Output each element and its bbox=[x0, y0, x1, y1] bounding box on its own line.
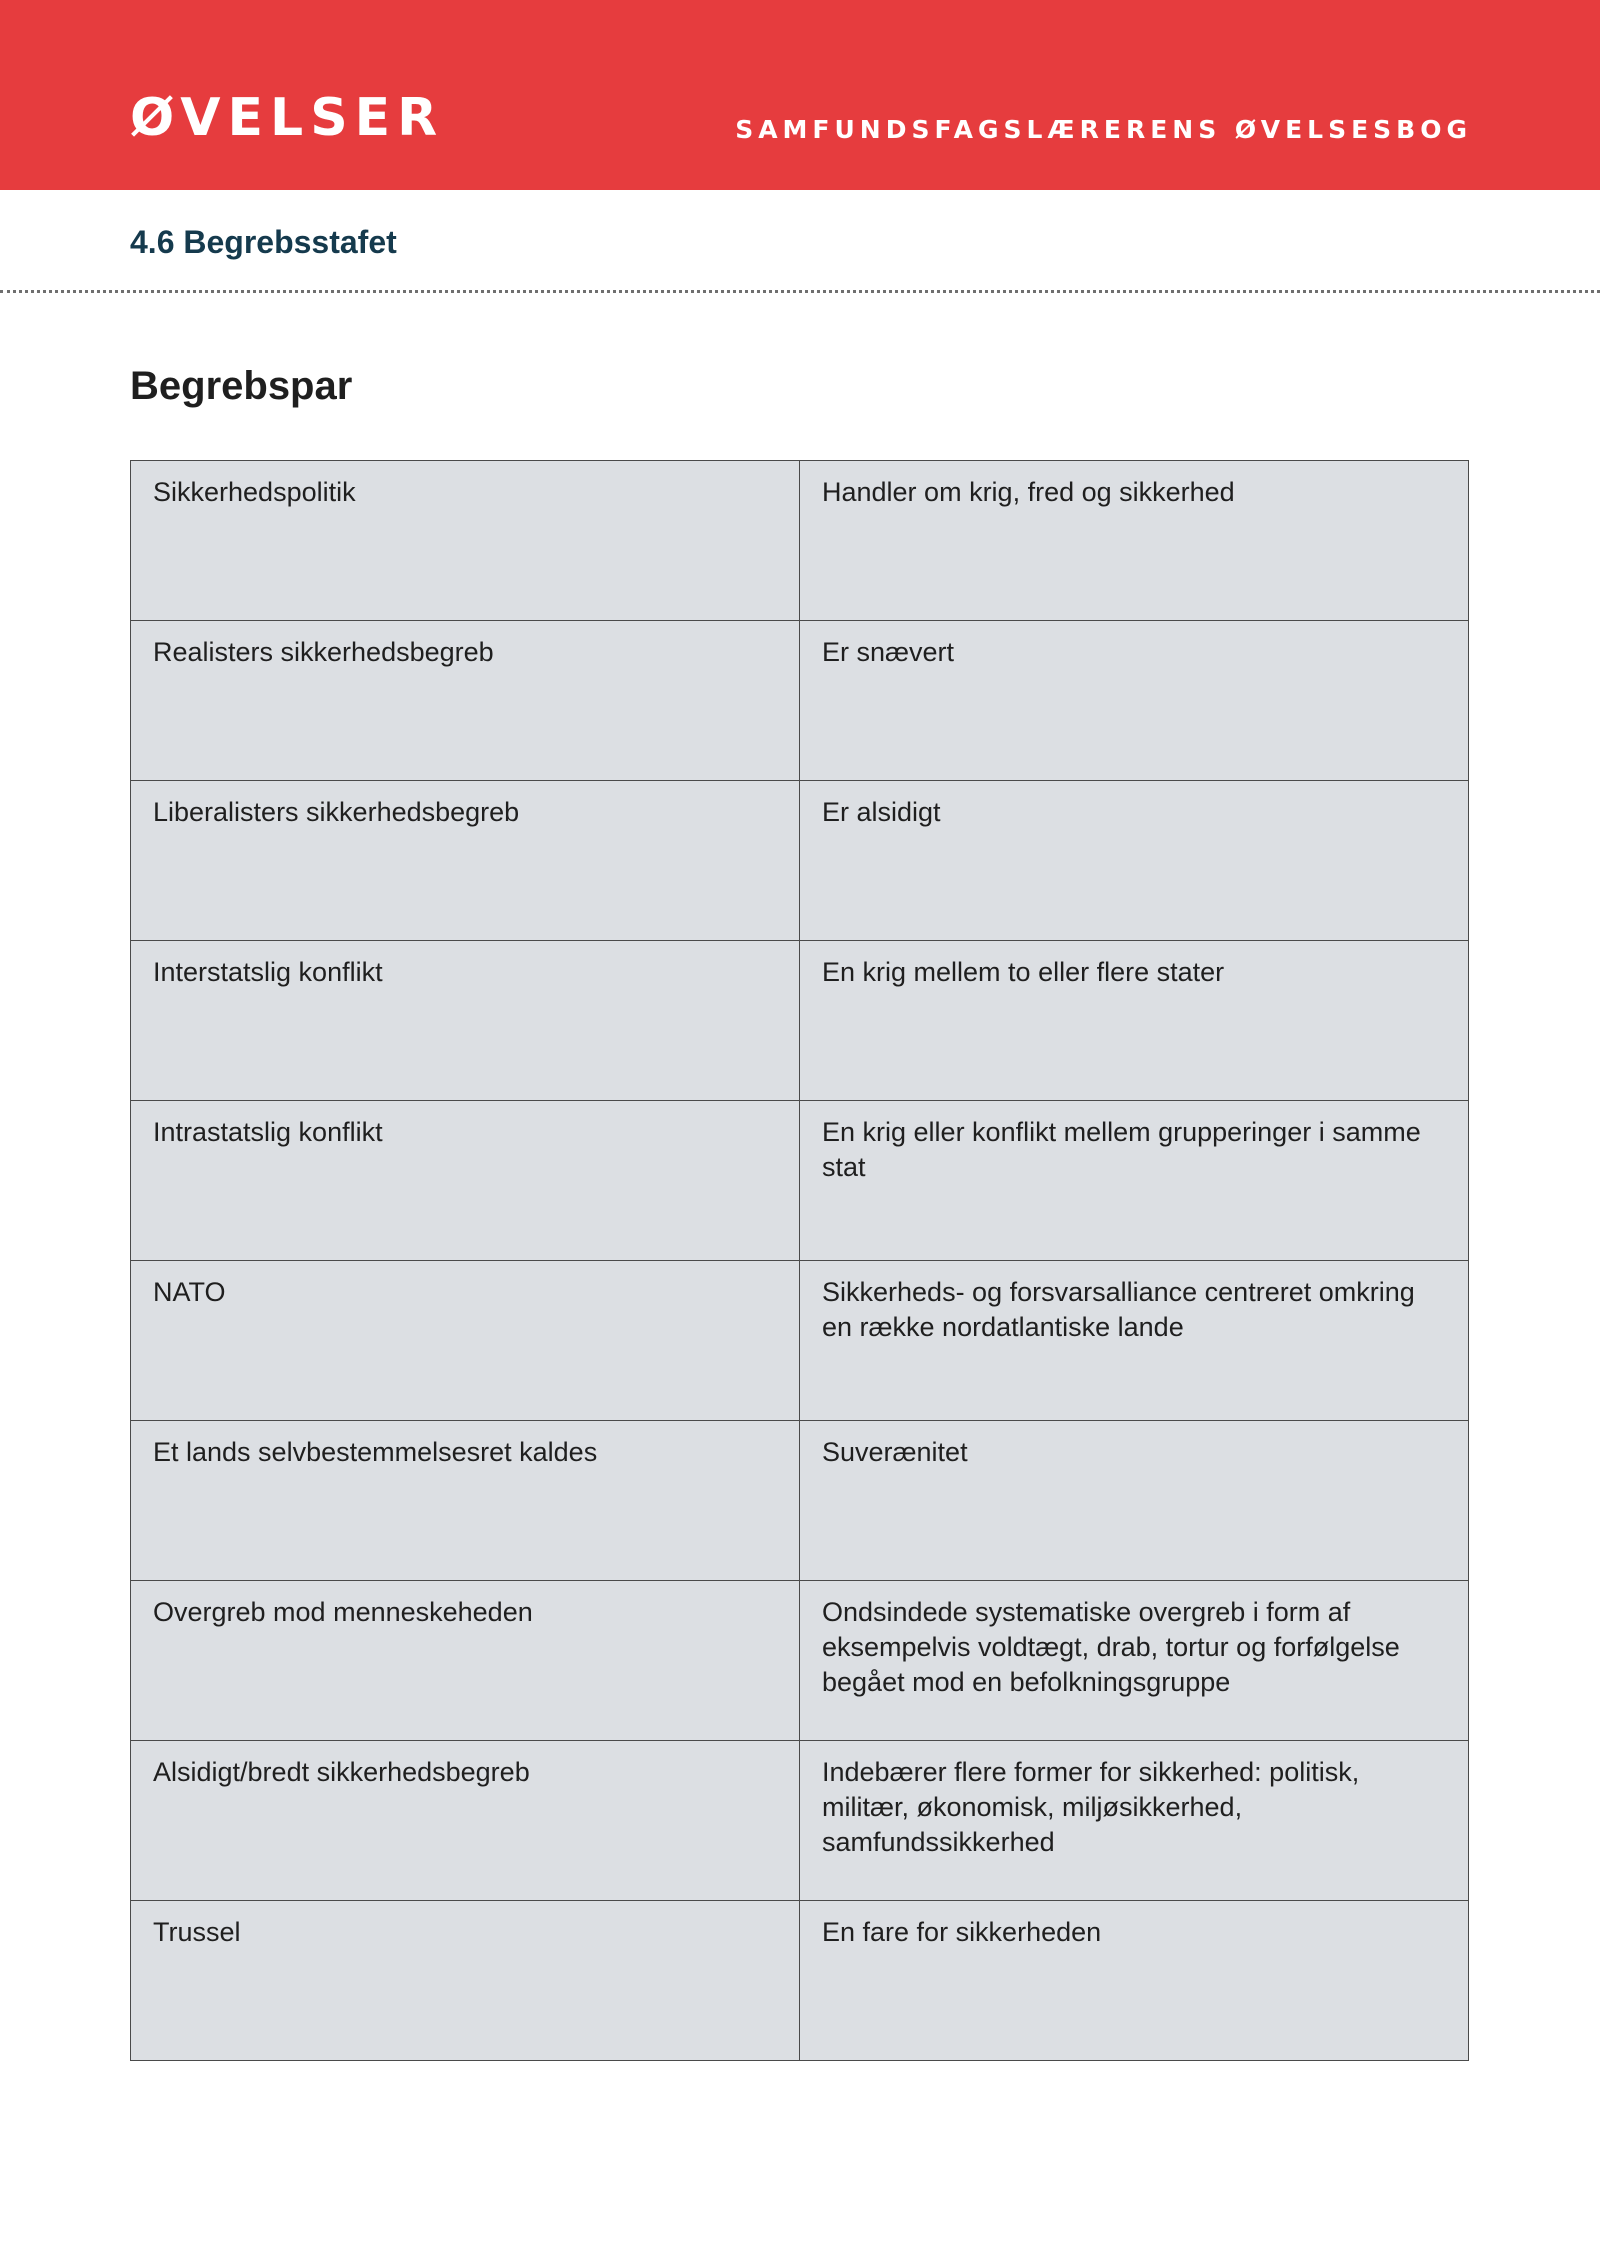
table-row bbox=[131, 1901, 1469, 2061]
concept-pairs-table bbox=[130, 460, 1469, 2061]
term-cell: Overgreb mod menneskeheden bbox=[131, 1581, 800, 1741]
definition-cell: Indebærer flere former for sikkerhed: politisk, militær, økonomisk, miljøsikkerhed, samfundssikkerhed bbox=[800, 1741, 1469, 1901]
definition-cell: Er snævert bbox=[800, 621, 1469, 781]
definition-cell: En krig mellem to eller flere stater bbox=[800, 941, 1469, 1101]
table-row bbox=[131, 1421, 1469, 1581]
definition-cell: Handler om krig, fred og sikkerhed bbox=[800, 461, 1469, 621]
section-title: 4.6 Begrebsstafet bbox=[130, 224, 397, 260]
table-row bbox=[131, 1101, 1469, 1261]
definition-cell: En fare for sikkerheden bbox=[800, 1901, 1469, 2061]
term-cell: NATO bbox=[131, 1261, 800, 1421]
table-row bbox=[131, 461, 1469, 621]
header-right-title: SAMFUNDSFAGSLÆRERENS ØVELSESBOG bbox=[735, 115, 1472, 144]
definition-cell: Suverænitet bbox=[800, 1421, 1469, 1581]
definition-cell: Sikkerheds- og forsvarsalliance centreret omkring en række nordatlantiske lande bbox=[800, 1261, 1469, 1421]
header-band bbox=[0, 0, 1600, 190]
header-left-title: ØVELSER bbox=[130, 88, 445, 148]
term-cell: Alsidigt/bredt sikkerhedsbegreb bbox=[131, 1741, 800, 1901]
table-row bbox=[131, 1261, 1469, 1421]
dotted-divider bbox=[0, 290, 1600, 293]
term-cell: Realisters sikkerhedsbegreb bbox=[131, 621, 800, 781]
table-row bbox=[131, 621, 1469, 781]
definition-cell: Ondsindede systematiske overgreb i form af eksempelvis voldtægt, drab, tortur og forfølgelse begået mod en befolkningsgruppe bbox=[800, 1581, 1469, 1741]
table-row bbox=[131, 1741, 1469, 1901]
term-cell: Liberalisters sikkerhedsbegreb bbox=[131, 781, 800, 941]
term-cell: Intrastatslig konflikt bbox=[131, 1101, 800, 1261]
definition-cell: Er alsidigt bbox=[800, 781, 1469, 941]
term-cell: Sikkerhedspolitik bbox=[131, 461, 800, 621]
term-cell: Trussel bbox=[131, 1901, 800, 2061]
table-row bbox=[131, 781, 1469, 941]
table-row bbox=[131, 1581, 1469, 1741]
page-heading: Begrebspar bbox=[130, 364, 353, 408]
term-cell: Et lands selvbestemmelsesret kaldes bbox=[131, 1421, 800, 1581]
definition-cell: En krig eller konflikt mellem grupperinger i samme stat bbox=[800, 1101, 1469, 1261]
table-row bbox=[131, 941, 1469, 1101]
term-cell: Interstatslig konflikt bbox=[131, 941, 800, 1101]
